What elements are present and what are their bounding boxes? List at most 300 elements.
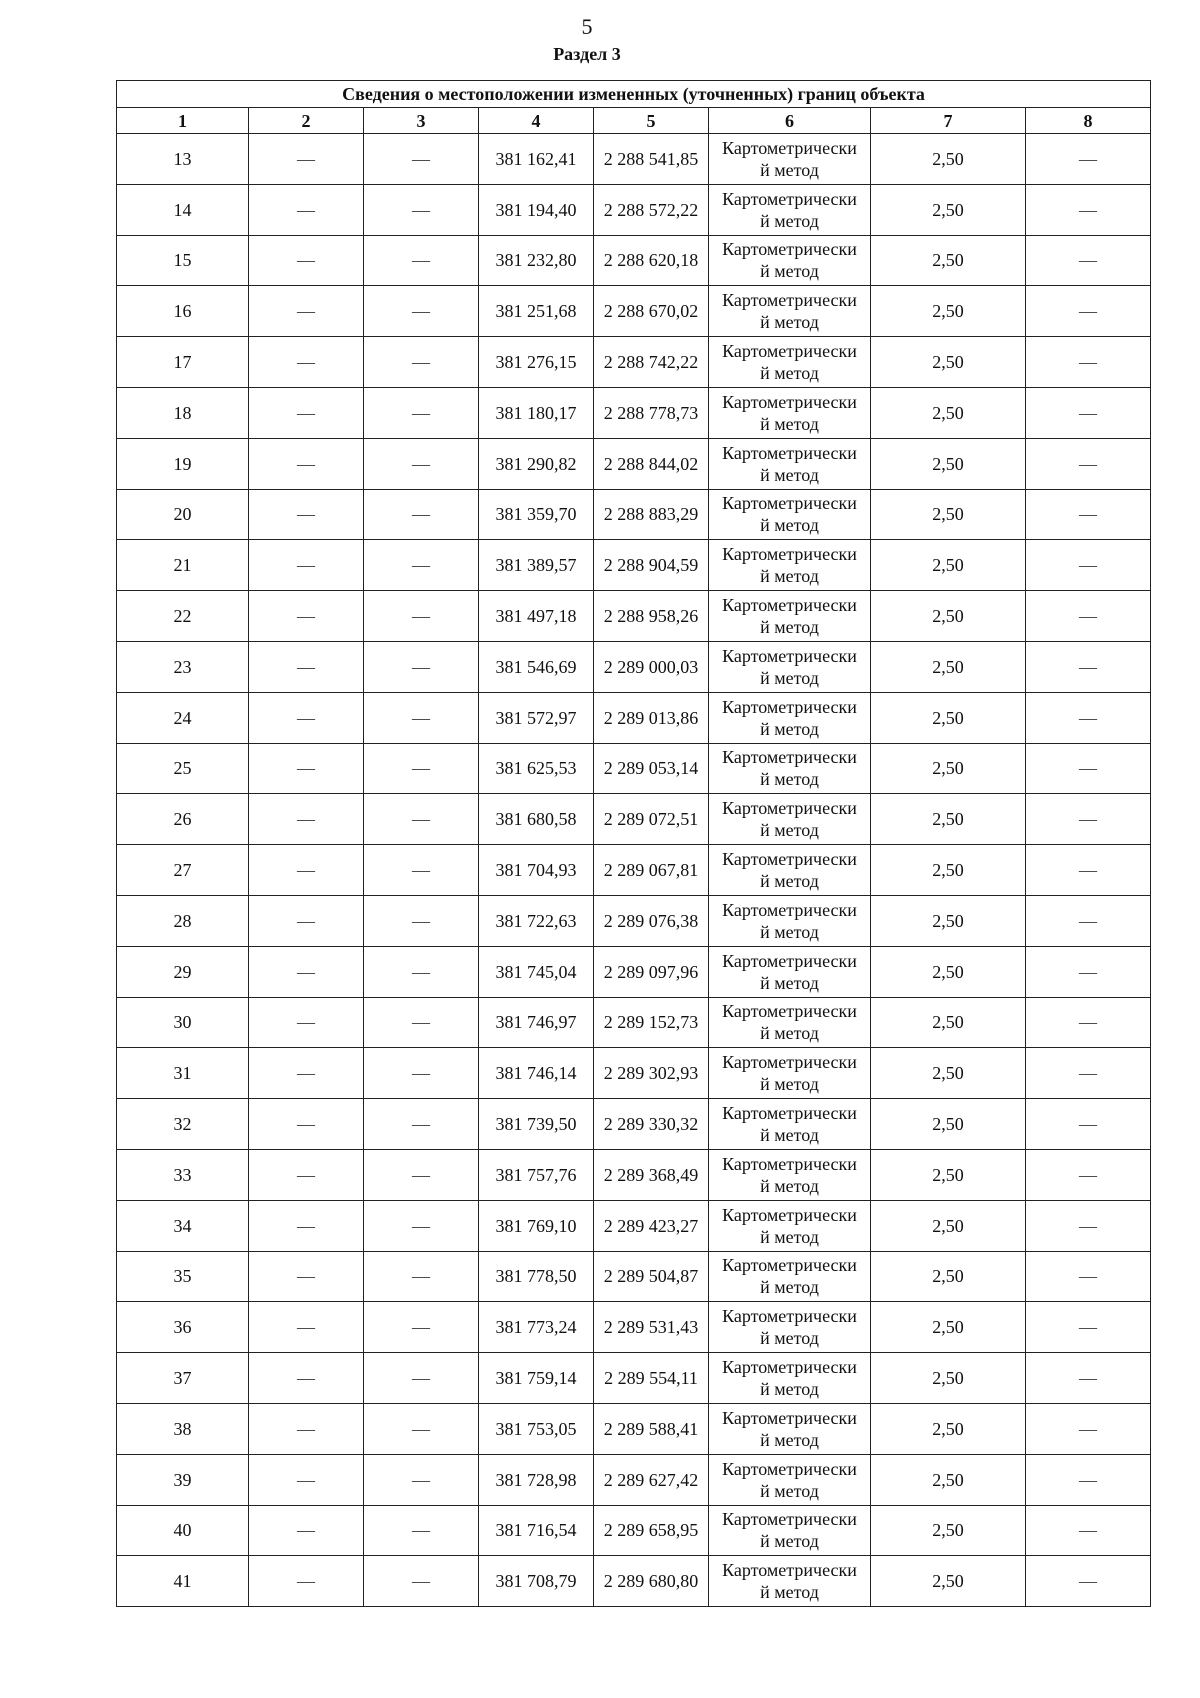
table-row: [117, 1200, 1151, 1251]
coordinate-x-cell: 381 722,63: [479, 895, 594, 946]
method-text-line-1: Картометрически: [722, 696, 857, 717]
empty-value-cell: —: [1026, 1353, 1151, 1404]
empty-value-cell: —: [249, 1403, 364, 1454]
empty-value-cell: —: [249, 743, 364, 794]
coordinate-y-cell: 2 288 904,59: [594, 540, 709, 591]
coordinate-x-cell: 381 194,40: [479, 184, 594, 235]
coordinate-x-cell: 381 773,24: [479, 1302, 594, 1353]
table-row: [117, 692, 1151, 743]
coordinate-y-cell: 2 288 620,18: [594, 235, 709, 286]
coordinate-y-cell: 2 289 588,41: [594, 1403, 709, 1454]
empty-value-cell: —: [249, 1149, 364, 1200]
section-title: Раздел 3: [553, 44, 621, 64]
empty-value-cell: —: [364, 134, 479, 185]
method-cell: [709, 1505, 871, 1556]
empty-value-cell: —: [364, 591, 479, 642]
table-row: [117, 641, 1151, 692]
method-cell: [709, 997, 871, 1048]
empty-value-cell: —: [1026, 1048, 1151, 1099]
empty-value-cell: —: [249, 184, 364, 235]
empty-value-cell: —: [364, 641, 479, 692]
table-caption: Сведения о местоположении измененных (уточненных) границ объекта: [117, 81, 1151, 108]
coordinate-y-cell: 2 288 541,85: [594, 134, 709, 185]
empty-value-cell: —: [1026, 1149, 1151, 1200]
method-cell: [709, 540, 871, 591]
table-row: [117, 1149, 1151, 1200]
coordinate-x-cell: 381 180,17: [479, 387, 594, 438]
coordinate-x-cell: 381 625,53: [479, 743, 594, 794]
method-text-line-2: й метод: [760, 1226, 819, 1247]
coordinate-y-cell: 2 289 554,11: [594, 1353, 709, 1404]
accuracy-cell: 2,50: [871, 1099, 1026, 1150]
coordinate-y-cell: 2 288 742,22: [594, 337, 709, 388]
method-text-line-1: Картометрически: [722, 798, 857, 819]
empty-value-cell: —: [364, 184, 479, 235]
empty-value-cell: —: [249, 235, 364, 286]
method-text-line-1: Картометрически: [722, 1052, 857, 1073]
method-cell: [709, 591, 871, 642]
point-number-cell: 28: [117, 895, 249, 946]
method-text-line-1: Картометрически: [722, 290, 857, 311]
method-text-line-2: й метод: [760, 159, 819, 180]
coordinate-x-cell: 381 753,05: [479, 1403, 594, 1454]
empty-value-cell: —: [1026, 489, 1151, 540]
empty-value-cell: —: [249, 692, 364, 743]
coordinate-y-cell: 2 288 778,73: [594, 387, 709, 438]
table-row: [117, 438, 1151, 489]
empty-value-cell: —: [249, 895, 364, 946]
table-row: [117, 946, 1151, 997]
method-text-line-2: й метод: [760, 413, 819, 434]
empty-value-cell: —: [364, 1403, 479, 1454]
point-number-cell: 19: [117, 438, 249, 489]
accuracy-cell: 2,50: [871, 997, 1026, 1048]
empty-value-cell: —: [364, 946, 479, 997]
method-text-line-2: й метод: [760, 1531, 819, 1552]
empty-value-cell: —: [1026, 794, 1151, 845]
point-number-cell: 34: [117, 1200, 249, 1251]
empty-value-cell: —: [249, 1353, 364, 1404]
accuracy-cell: 2,50: [871, 134, 1026, 185]
page-number: 5: [581, 14, 593, 39]
coordinate-y-cell: 2 288 572,22: [594, 184, 709, 235]
accuracy-cell: 2,50: [871, 1556, 1026, 1607]
method-cell: [709, 184, 871, 235]
method-text-line-1: Картометрически: [722, 1153, 857, 1174]
point-number-cell: 40: [117, 1505, 249, 1556]
coordinate-y-cell: 2 288 670,02: [594, 286, 709, 337]
empty-value-cell: —: [1026, 641, 1151, 692]
method-cell: [709, 1099, 871, 1150]
point-number-cell: 13: [117, 134, 249, 185]
coordinate-y-cell: 2 289 076,38: [594, 895, 709, 946]
empty-value-cell: —: [249, 641, 364, 692]
empty-value-cell: —: [364, 743, 479, 794]
method-text-line-1: Картометрически: [722, 1204, 857, 1225]
table-row: [117, 1556, 1151, 1607]
coordinate-y-cell: 2 289 053,14: [594, 743, 709, 794]
method-cell: [709, 743, 871, 794]
method-text-line-1: Картометрически: [722, 595, 857, 616]
coordinate-x-cell: 381 497,18: [479, 591, 594, 642]
method-text-line-1: Картометрически: [722, 1509, 857, 1530]
empty-value-cell: —: [1026, 184, 1151, 235]
empty-value-cell: —: [1026, 1556, 1151, 1607]
empty-value-cell: —: [1026, 387, 1151, 438]
method-cell: [709, 235, 871, 286]
column-number: 3: [364, 108, 479, 134]
empty-value-cell: —: [1026, 286, 1151, 337]
method-text-line-2: й метод: [760, 1429, 819, 1450]
coordinate-y-cell: 2 289 368,49: [594, 1149, 709, 1200]
method-text-line-2: й метод: [760, 871, 819, 892]
empty-value-cell: —: [249, 337, 364, 388]
method-cell: [709, 286, 871, 337]
empty-value-cell: —: [364, 1556, 479, 1607]
empty-value-cell: —: [364, 489, 479, 540]
coordinate-x-cell: 381 251,68: [479, 286, 594, 337]
table-row: [117, 845, 1151, 896]
empty-value-cell: —: [1026, 997, 1151, 1048]
coordinate-y-cell: 2 289 658,95: [594, 1505, 709, 1556]
point-number-cell: 23: [117, 641, 249, 692]
point-number-cell: 39: [117, 1454, 249, 1505]
coordinate-y-cell: 2 289 072,51: [594, 794, 709, 845]
empty-value-cell: —: [1026, 1251, 1151, 1302]
accuracy-cell: 2,50: [871, 438, 1026, 489]
coordinate-x-cell: 381 290,82: [479, 438, 594, 489]
method-cell: [709, 1403, 871, 1454]
method-cell: [709, 946, 871, 997]
method-text-line-2: й метод: [760, 1328, 819, 1349]
point-number-cell: 16: [117, 286, 249, 337]
table-row: [117, 1505, 1151, 1556]
point-number-cell: 29: [117, 946, 249, 997]
point-number-cell: 30: [117, 997, 249, 1048]
accuracy-cell: 2,50: [871, 489, 1026, 540]
point-number-cell: 38: [117, 1403, 249, 1454]
empty-value-cell: —: [364, 235, 479, 286]
point-number-cell: 15: [117, 235, 249, 286]
empty-value-cell: —: [1026, 692, 1151, 743]
empty-value-cell: —: [1026, 895, 1151, 946]
accuracy-cell: 2,50: [871, 591, 1026, 642]
point-number-cell: 33: [117, 1149, 249, 1200]
empty-value-cell: —: [1026, 438, 1151, 489]
coordinate-x-cell: 381 546,69: [479, 641, 594, 692]
method-cell: [709, 1302, 871, 1353]
empty-value-cell: —: [364, 1505, 479, 1556]
table-row: [117, 794, 1151, 845]
empty-value-cell: —: [364, 1251, 479, 1302]
point-number-cell: 41: [117, 1556, 249, 1607]
empty-value-cell: —: [249, 438, 364, 489]
accuracy-cell: 2,50: [871, 1403, 1026, 1454]
point-number-cell: 18: [117, 387, 249, 438]
method-text-line-1: Картометрически: [722, 239, 857, 260]
table-row: [117, 895, 1151, 946]
accuracy-cell: 2,50: [871, 184, 1026, 235]
method-cell: [709, 1200, 871, 1251]
empty-value-cell: —: [1026, 1505, 1151, 1556]
accuracy-cell: 2,50: [871, 743, 1026, 794]
table-row: [117, 743, 1151, 794]
coordinate-y-cell: 2 289 000,03: [594, 641, 709, 692]
empty-value-cell: —: [249, 1556, 364, 1607]
method-cell: [709, 1149, 871, 1200]
coordinate-x-cell: 381 708,79: [479, 1556, 594, 1607]
table-row: [117, 1099, 1151, 1150]
method-cell: [709, 1251, 871, 1302]
column-number: 1: [117, 108, 249, 134]
method-text-line-1: Картометрически: [722, 1407, 857, 1428]
empty-value-cell: —: [1026, 1200, 1151, 1251]
method-text-line-2: й метод: [760, 769, 819, 790]
method-cell: [709, 438, 871, 489]
point-number-cell: 36: [117, 1302, 249, 1353]
coordinate-x-cell: 381 728,98: [479, 1454, 594, 1505]
method-text-line-2: й метод: [760, 464, 819, 485]
method-text-line-1: Картометрически: [722, 1357, 857, 1378]
empty-value-cell: —: [364, 1200, 479, 1251]
method-text-line-1: Картометрически: [722, 747, 857, 768]
coordinate-y-cell: 2 288 844,02: [594, 438, 709, 489]
column-number: 2: [249, 108, 364, 134]
table-row: [117, 235, 1151, 286]
point-number-cell: 35: [117, 1251, 249, 1302]
table-row: [117, 337, 1151, 388]
coordinate-x-cell: 381 769,10: [479, 1200, 594, 1251]
accuracy-cell: 2,50: [871, 1353, 1026, 1404]
table-row: [117, 997, 1151, 1048]
empty-value-cell: —: [249, 1302, 364, 1353]
method-text-line-2: й метод: [760, 1023, 819, 1044]
table-caption-row: [117, 81, 1151, 108]
method-text-line-2: й метод: [760, 1277, 819, 1298]
coordinate-x-cell: 381 745,04: [479, 946, 594, 997]
table-row: [117, 1403, 1151, 1454]
coordinate-x-cell: 381 572,97: [479, 692, 594, 743]
accuracy-cell: 2,50: [871, 1048, 1026, 1099]
method-text-line-2: й метод: [760, 210, 819, 231]
empty-value-cell: —: [1026, 1403, 1151, 1454]
accuracy-cell: 2,50: [871, 1149, 1026, 1200]
table-row: [117, 286, 1151, 337]
method-text-line-2: й метод: [760, 261, 819, 282]
empty-value-cell: —: [364, 438, 479, 489]
accuracy-cell: 2,50: [871, 235, 1026, 286]
empty-value-cell: —: [249, 1200, 364, 1251]
empty-value-cell: —: [364, 337, 479, 388]
point-number-cell: 25: [117, 743, 249, 794]
table-row: [117, 1251, 1151, 1302]
coordinate-x-cell: 381 746,97: [479, 997, 594, 1048]
method-text-line-2: й метод: [760, 515, 819, 536]
method-cell: [709, 1353, 871, 1404]
accuracy-cell: 2,50: [871, 641, 1026, 692]
coordinate-x-cell: 381 276,15: [479, 337, 594, 388]
method-text-line-2: й метод: [760, 921, 819, 942]
coordinate-y-cell: 2 289 680,80: [594, 1556, 709, 1607]
coordinate-x-cell: 381 746,14: [479, 1048, 594, 1099]
column-number-row: [117, 108, 1151, 134]
empty-value-cell: —: [249, 1048, 364, 1099]
empty-value-cell: —: [249, 946, 364, 997]
empty-value-cell: —: [364, 1454, 479, 1505]
empty-value-cell: —: [249, 286, 364, 337]
accuracy-cell: 2,50: [871, 1505, 1026, 1556]
empty-value-cell: —: [1026, 134, 1151, 185]
method-cell: [709, 1048, 871, 1099]
table-row: [117, 540, 1151, 591]
method-cell: [709, 794, 871, 845]
empty-value-cell: —: [249, 134, 364, 185]
table-row: [117, 1302, 1151, 1353]
empty-value-cell: —: [364, 845, 479, 896]
empty-value-cell: —: [1026, 591, 1151, 642]
method-text-line-1: Картометрически: [722, 188, 857, 209]
coordinate-x-cell: 381 162,41: [479, 134, 594, 185]
boundary-points-table: [116, 80, 1151, 1607]
method-cell: [709, 1454, 871, 1505]
method-text-line-2: й метод: [760, 1125, 819, 1146]
point-number-cell: 26: [117, 794, 249, 845]
table-row: [117, 1454, 1151, 1505]
method-text-line-1: Картометрически: [722, 341, 857, 362]
table-row: [117, 1353, 1151, 1404]
method-text-line-1: Картометрически: [722, 899, 857, 920]
method-cell: [709, 1556, 871, 1607]
empty-value-cell: —: [249, 591, 364, 642]
empty-value-cell: —: [249, 1505, 364, 1556]
empty-value-cell: —: [364, 794, 479, 845]
method-text-line-1: Картометрически: [722, 1001, 857, 1022]
method-text-line-1: Картометрически: [722, 950, 857, 971]
coordinate-y-cell: 2 289 152,73: [594, 997, 709, 1048]
coordinate-x-cell: 381 704,93: [479, 845, 594, 896]
coordinate-x-cell: 381 680,58: [479, 794, 594, 845]
coordinate-y-cell: 2 289 302,93: [594, 1048, 709, 1099]
coordinate-y-cell: 2 289 097,96: [594, 946, 709, 997]
empty-value-cell: —: [249, 1099, 364, 1150]
point-number-cell: 32: [117, 1099, 249, 1150]
method-text-line-1: Картометрически: [722, 1255, 857, 1276]
empty-value-cell: —: [1026, 540, 1151, 591]
method-text-line-1: Картометрически: [722, 645, 857, 666]
accuracy-cell: 2,50: [871, 1251, 1026, 1302]
table-row: [117, 134, 1151, 185]
method-text-line-1: Картометрически: [722, 391, 857, 412]
coordinate-x-cell: 381 359,70: [479, 489, 594, 540]
method-text-line-2: й метод: [760, 1379, 819, 1400]
empty-value-cell: —: [364, 1099, 479, 1150]
method-text-line-1: Картометрически: [722, 849, 857, 870]
empty-value-cell: —: [1026, 1454, 1151, 1505]
empty-value-cell: —: [364, 895, 479, 946]
accuracy-cell: 2,50: [871, 946, 1026, 997]
empty-value-cell: —: [1026, 337, 1151, 388]
empty-value-cell: —: [1026, 1099, 1151, 1150]
accuracy-cell: 2,50: [871, 540, 1026, 591]
empty-value-cell: —: [1026, 235, 1151, 286]
point-number-cell: 27: [117, 845, 249, 896]
accuracy-cell: 2,50: [871, 794, 1026, 845]
column-number: 4: [479, 108, 594, 134]
accuracy-cell: 2,50: [871, 1454, 1026, 1505]
accuracy-cell: 2,50: [871, 1200, 1026, 1251]
coordinate-y-cell: 2 289 627,42: [594, 1454, 709, 1505]
method-text-line-1: Картометрически: [722, 442, 857, 463]
empty-value-cell: —: [364, 387, 479, 438]
empty-value-cell: —: [364, 997, 479, 1048]
coordinate-y-cell: 2 289 013,86: [594, 692, 709, 743]
table-body: [117, 134, 1151, 1607]
accuracy-cell: 2,50: [871, 286, 1026, 337]
empty-value-cell: —: [364, 1302, 479, 1353]
table-row: [117, 184, 1151, 235]
column-number: 7: [871, 108, 1026, 134]
method-text-line-1: Картометрически: [722, 137, 857, 158]
coordinate-y-cell: 2 289 531,43: [594, 1302, 709, 1353]
empty-value-cell: —: [364, 540, 479, 591]
method-text-line-1: Картометрически: [722, 1458, 857, 1479]
method-cell: [709, 387, 871, 438]
coordinate-y-cell: 2 289 423,27: [594, 1200, 709, 1251]
table-row: [117, 387, 1151, 438]
empty-value-cell: —: [364, 286, 479, 337]
empty-value-cell: —: [249, 387, 364, 438]
coordinate-x-cell: 381 716,54: [479, 1505, 594, 1556]
coordinate-x-cell: 381 757,76: [479, 1149, 594, 1200]
method-text-line-2: й метод: [760, 312, 819, 333]
coordinate-x-cell: 381 232,80: [479, 235, 594, 286]
method-text-line-2: й метод: [760, 617, 819, 638]
coordinate-x-cell: 381 739,50: [479, 1099, 594, 1150]
method-text-line-2: й метод: [760, 718, 819, 739]
column-number: 8: [1026, 108, 1151, 134]
point-number-cell: 21: [117, 540, 249, 591]
empty-value-cell: —: [364, 1353, 479, 1404]
column-number: 5: [594, 108, 709, 134]
method-text-line-2: й метод: [760, 667, 819, 688]
method-text-line-2: й метод: [760, 972, 819, 993]
coordinate-y-cell: 2 288 883,29: [594, 489, 709, 540]
empty-value-cell: —: [249, 997, 364, 1048]
method-text-line-2: й метод: [760, 1074, 819, 1095]
method-cell: [709, 895, 871, 946]
method-text-line-1: Картометрически: [722, 1306, 857, 1327]
accuracy-cell: 2,50: [871, 895, 1026, 946]
accuracy-cell: 2,50: [871, 337, 1026, 388]
empty-value-cell: —: [249, 1454, 364, 1505]
table-row: [117, 591, 1151, 642]
empty-value-cell: —: [1026, 743, 1151, 794]
method-cell: [709, 845, 871, 896]
empty-value-cell: —: [1026, 845, 1151, 896]
accuracy-cell: 2,50: [871, 692, 1026, 743]
column-number: 6: [709, 108, 871, 134]
method-cell: [709, 134, 871, 185]
empty-value-cell: —: [249, 540, 364, 591]
empty-value-cell: —: [1026, 946, 1151, 997]
empty-value-cell: —: [249, 1251, 364, 1302]
point-number-cell: 24: [117, 692, 249, 743]
coordinate-x-cell: 381 759,14: [479, 1353, 594, 1404]
coordinate-x-cell: 381 389,57: [479, 540, 594, 591]
accuracy-cell: 2,50: [871, 387, 1026, 438]
coordinate-x-cell: 381 778,50: [479, 1251, 594, 1302]
empty-value-cell: —: [249, 794, 364, 845]
